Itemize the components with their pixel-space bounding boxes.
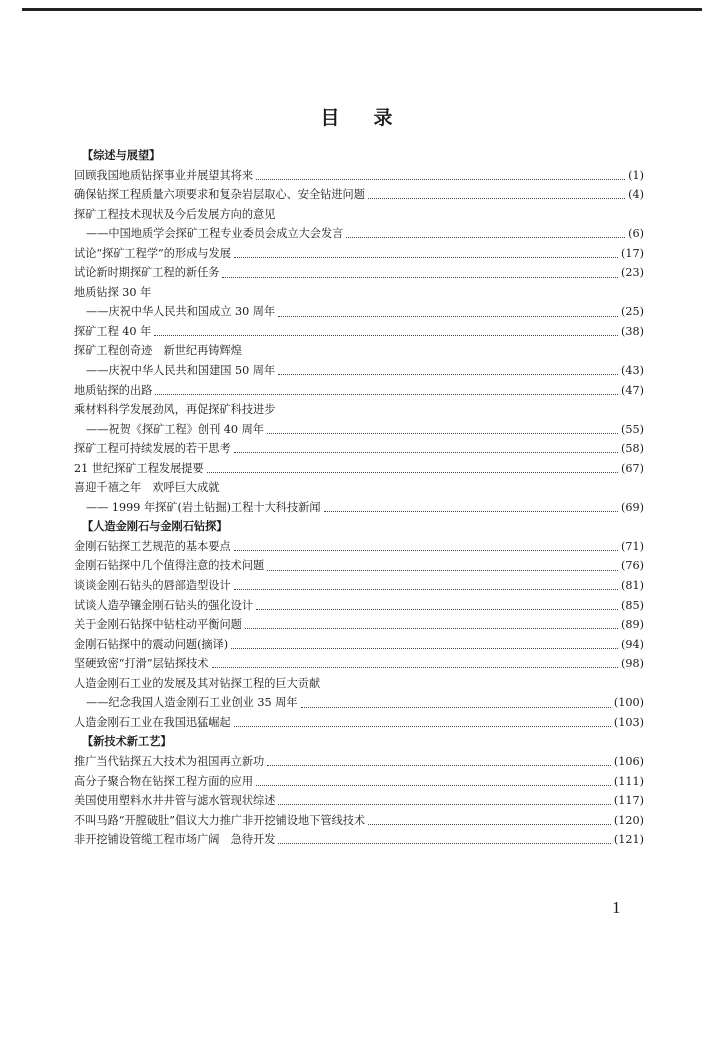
toc-page-number: (117) xyxy=(613,794,644,808)
toc-section-heading xyxy=(74,146,644,166)
toc-entry-title: 金刚石钻探中几个值得注意的技术问题 xyxy=(74,559,265,573)
toc-page-number: (38) xyxy=(621,324,644,338)
toc-entry xyxy=(74,185,644,205)
toc-section-heading xyxy=(74,732,644,752)
toc-entry xyxy=(74,615,644,635)
page-title xyxy=(0,103,713,130)
toc-entry-title: 非开挖铺设管缆工程市场广阔 急待开发 xyxy=(74,833,276,847)
toc-entry-title: 21 世纪探矿工程发展提要 xyxy=(74,461,204,475)
toc-page-number: (76) xyxy=(621,559,644,573)
toc-entry-title: ——纪念我国人造金刚石工业创业 35 周年 xyxy=(86,696,298,710)
toc-entry-title: 推广当代钻探五大技术为祖国再立新功 xyxy=(74,754,265,768)
toc-entry xyxy=(74,498,644,518)
dot-leader xyxy=(368,824,611,825)
toc-entry-title: 探矿工程创奇迹 新世纪再铸辉煌 xyxy=(74,344,242,358)
toc-entry-title: 试论“探矿工程学”的形成与发展 xyxy=(74,246,231,260)
toc-entry-title: ——中国地质学会探矿工程专业委员会成立大会发言 xyxy=(86,227,344,241)
toc-entry xyxy=(74,772,644,792)
toc-entry-title: 探矿工程技术现状及今后发展方向的意见 xyxy=(74,207,276,221)
dot-leader xyxy=(231,648,618,649)
dot-leader xyxy=(234,726,611,727)
toc-entry xyxy=(74,400,644,420)
toc-entry xyxy=(74,674,644,694)
toc-entry xyxy=(74,752,644,772)
toc-page-number: (106) xyxy=(613,754,644,768)
dot-leader xyxy=(267,570,618,571)
toc-entry-title: 探矿工程 40 年 xyxy=(74,324,152,338)
toc-entry-title: 【综述与展望】 xyxy=(82,149,161,162)
dot-leader xyxy=(207,472,618,473)
toc-entry-title: ——庆祝中华人民共和国成立 30 周年 xyxy=(86,305,276,319)
toc-entry-title: 确保钻探工程质量六项要求和复杂岩层取心、安全钻进问题 xyxy=(74,188,365,202)
toc-entry-title: 试谈人造孕镶金刚石钻头的强化设计 xyxy=(74,598,254,612)
toc-entry-title: 探矿工程可持续发展的若干思考 xyxy=(74,442,231,456)
dot-leader xyxy=(301,707,611,708)
toc-entry xyxy=(74,576,644,596)
toc-entry-title: 金刚石钻探中的震动问题(摘译) xyxy=(74,637,229,651)
title-char-1: 目 xyxy=(320,107,340,129)
toc-entry-title: 【新技术新工艺】 xyxy=(82,735,172,749)
toc-entry xyxy=(74,381,644,401)
toc-entry-title: ——庆祝中华人民共和国建国 50 周年 xyxy=(86,364,276,378)
toc-entry xyxy=(74,478,644,498)
page-number: 1 xyxy=(612,898,621,917)
toc-page-number: (100) xyxy=(613,696,644,710)
dot-leader xyxy=(245,628,618,629)
toc-entry-title: 关于金刚石钻探中钻柱动平衡问题 xyxy=(74,618,242,632)
toc-page-number: (67) xyxy=(621,461,644,475)
dot-leader xyxy=(278,843,611,844)
toc-entry-title: 喜迎千禧之年 欢呼巨大成就 xyxy=(74,481,220,495)
toc-entry-title: 地质钻探 30 年 xyxy=(74,285,152,299)
toc-entry xyxy=(74,205,644,225)
toc-entry-title: 地质钻探的出路 xyxy=(74,383,153,397)
toc-page-number: (17) xyxy=(621,246,644,260)
toc-entry xyxy=(74,713,644,733)
toc-entry xyxy=(74,693,644,713)
dot-leader xyxy=(267,765,611,766)
toc-page-number: (111) xyxy=(613,774,644,788)
toc-page-number: (98) xyxy=(621,657,644,671)
dot-leader xyxy=(346,237,625,238)
toc-page-number: (23) xyxy=(621,266,644,280)
dot-leader xyxy=(278,374,618,375)
toc-entry xyxy=(74,811,644,831)
dot-leader xyxy=(256,179,625,180)
table-of-contents xyxy=(74,146,644,850)
toc-entry xyxy=(74,283,644,303)
dot-leader xyxy=(234,452,618,453)
dot-leader xyxy=(234,257,618,258)
toc-entry xyxy=(74,459,644,479)
toc-entry-title: 人造金刚石工业在我国迅猛崛起 xyxy=(74,715,231,729)
toc-entry xyxy=(74,302,644,322)
dot-leader xyxy=(278,804,611,805)
toc-entry xyxy=(74,791,644,811)
top-rule xyxy=(22,8,702,11)
toc-entry xyxy=(74,322,644,342)
toc-entry-title: 乘材料科学发展劲风，再促探矿科技进步 xyxy=(74,403,276,417)
toc-entry-title: 试论新时期探矿工程的新任务 xyxy=(74,266,220,280)
toc-page-number: (85) xyxy=(621,598,644,612)
dot-leader xyxy=(278,316,618,317)
dot-leader xyxy=(267,433,618,434)
toc-page-number: (43) xyxy=(621,364,644,378)
toc-entry-title: —— 1999 年探矿(岩土钻掘)工程十大科技新闻 xyxy=(86,500,321,514)
dot-leader xyxy=(256,785,611,786)
toc-entry xyxy=(74,224,644,244)
dot-leader xyxy=(155,394,618,395)
toc-page-number: (25) xyxy=(621,305,644,319)
toc-page-number: (81) xyxy=(621,579,644,593)
toc-entry xyxy=(74,263,644,283)
title-char-2: 录 xyxy=(373,107,393,129)
toc-entry-title: 谈谈金刚石钻头的唇部造型设计 xyxy=(74,579,231,593)
toc-entry xyxy=(74,420,644,440)
dot-leader xyxy=(234,589,618,590)
toc-entry xyxy=(74,556,644,576)
toc-page-number: (89) xyxy=(621,618,644,632)
toc-entry xyxy=(74,537,644,557)
dot-leader xyxy=(154,335,618,336)
toc-entry xyxy=(74,830,644,850)
toc-entry-title: 坚硬致密“打滑”层钻探技术 xyxy=(74,657,209,671)
toc-entry xyxy=(74,635,644,655)
toc-page-number: (120) xyxy=(613,813,644,827)
toc-entry-title: 人造金刚石工业的发展及其对钻探工程的巨大贡献 xyxy=(74,676,321,690)
toc-entry-title: 【人造金刚石与金刚石钻探】 xyxy=(82,520,228,534)
toc-page-number: (6) xyxy=(628,227,644,241)
toc-entry xyxy=(74,244,644,264)
toc-page-number: (71) xyxy=(621,539,644,553)
dot-leader xyxy=(368,198,625,199)
toc-entry-title: 回顾我国地质钻探事业并展望其将来 xyxy=(74,168,254,182)
toc-page-number: (1) xyxy=(628,168,644,182)
toc-entry-title: 不叫马路“开膛破肚”倡议大力推广非开挖铺设地下管线技术 xyxy=(74,813,366,827)
toc-section-heading xyxy=(74,517,644,537)
dot-leader xyxy=(212,667,619,668)
toc-page-number: (58) xyxy=(621,442,644,456)
dot-leader xyxy=(324,511,619,512)
dot-leader xyxy=(222,277,618,278)
dot-leader xyxy=(234,550,618,551)
dot-leader xyxy=(256,609,618,610)
toc-entry-title: 美国使用塑料水井井管与滤水管现状综述 xyxy=(74,794,276,808)
toc-entry xyxy=(74,439,644,459)
toc-page-number: (69) xyxy=(621,500,644,514)
toc-page-number: (121) xyxy=(613,833,644,847)
toc-page-number: (94) xyxy=(621,637,644,651)
toc-entry xyxy=(74,341,644,361)
toc-page-number: (103) xyxy=(613,715,644,729)
toc-entry xyxy=(74,166,644,186)
toc-entry xyxy=(74,361,644,381)
toc-entry xyxy=(74,654,644,674)
toc-page-number: (47) xyxy=(621,383,644,397)
toc-page-number: (4) xyxy=(628,188,644,202)
toc-entry-title: 高分子聚合物在钻探工程方面的应用 xyxy=(74,774,254,788)
toc-page-number: (55) xyxy=(621,422,644,436)
toc-entry-title: 金刚石钻探工艺规范的基本要点 xyxy=(74,539,231,553)
toc-entry-title: ——祝贺《探矿工程》创刊 40 周年 xyxy=(86,422,264,436)
toc-entry xyxy=(74,596,644,616)
